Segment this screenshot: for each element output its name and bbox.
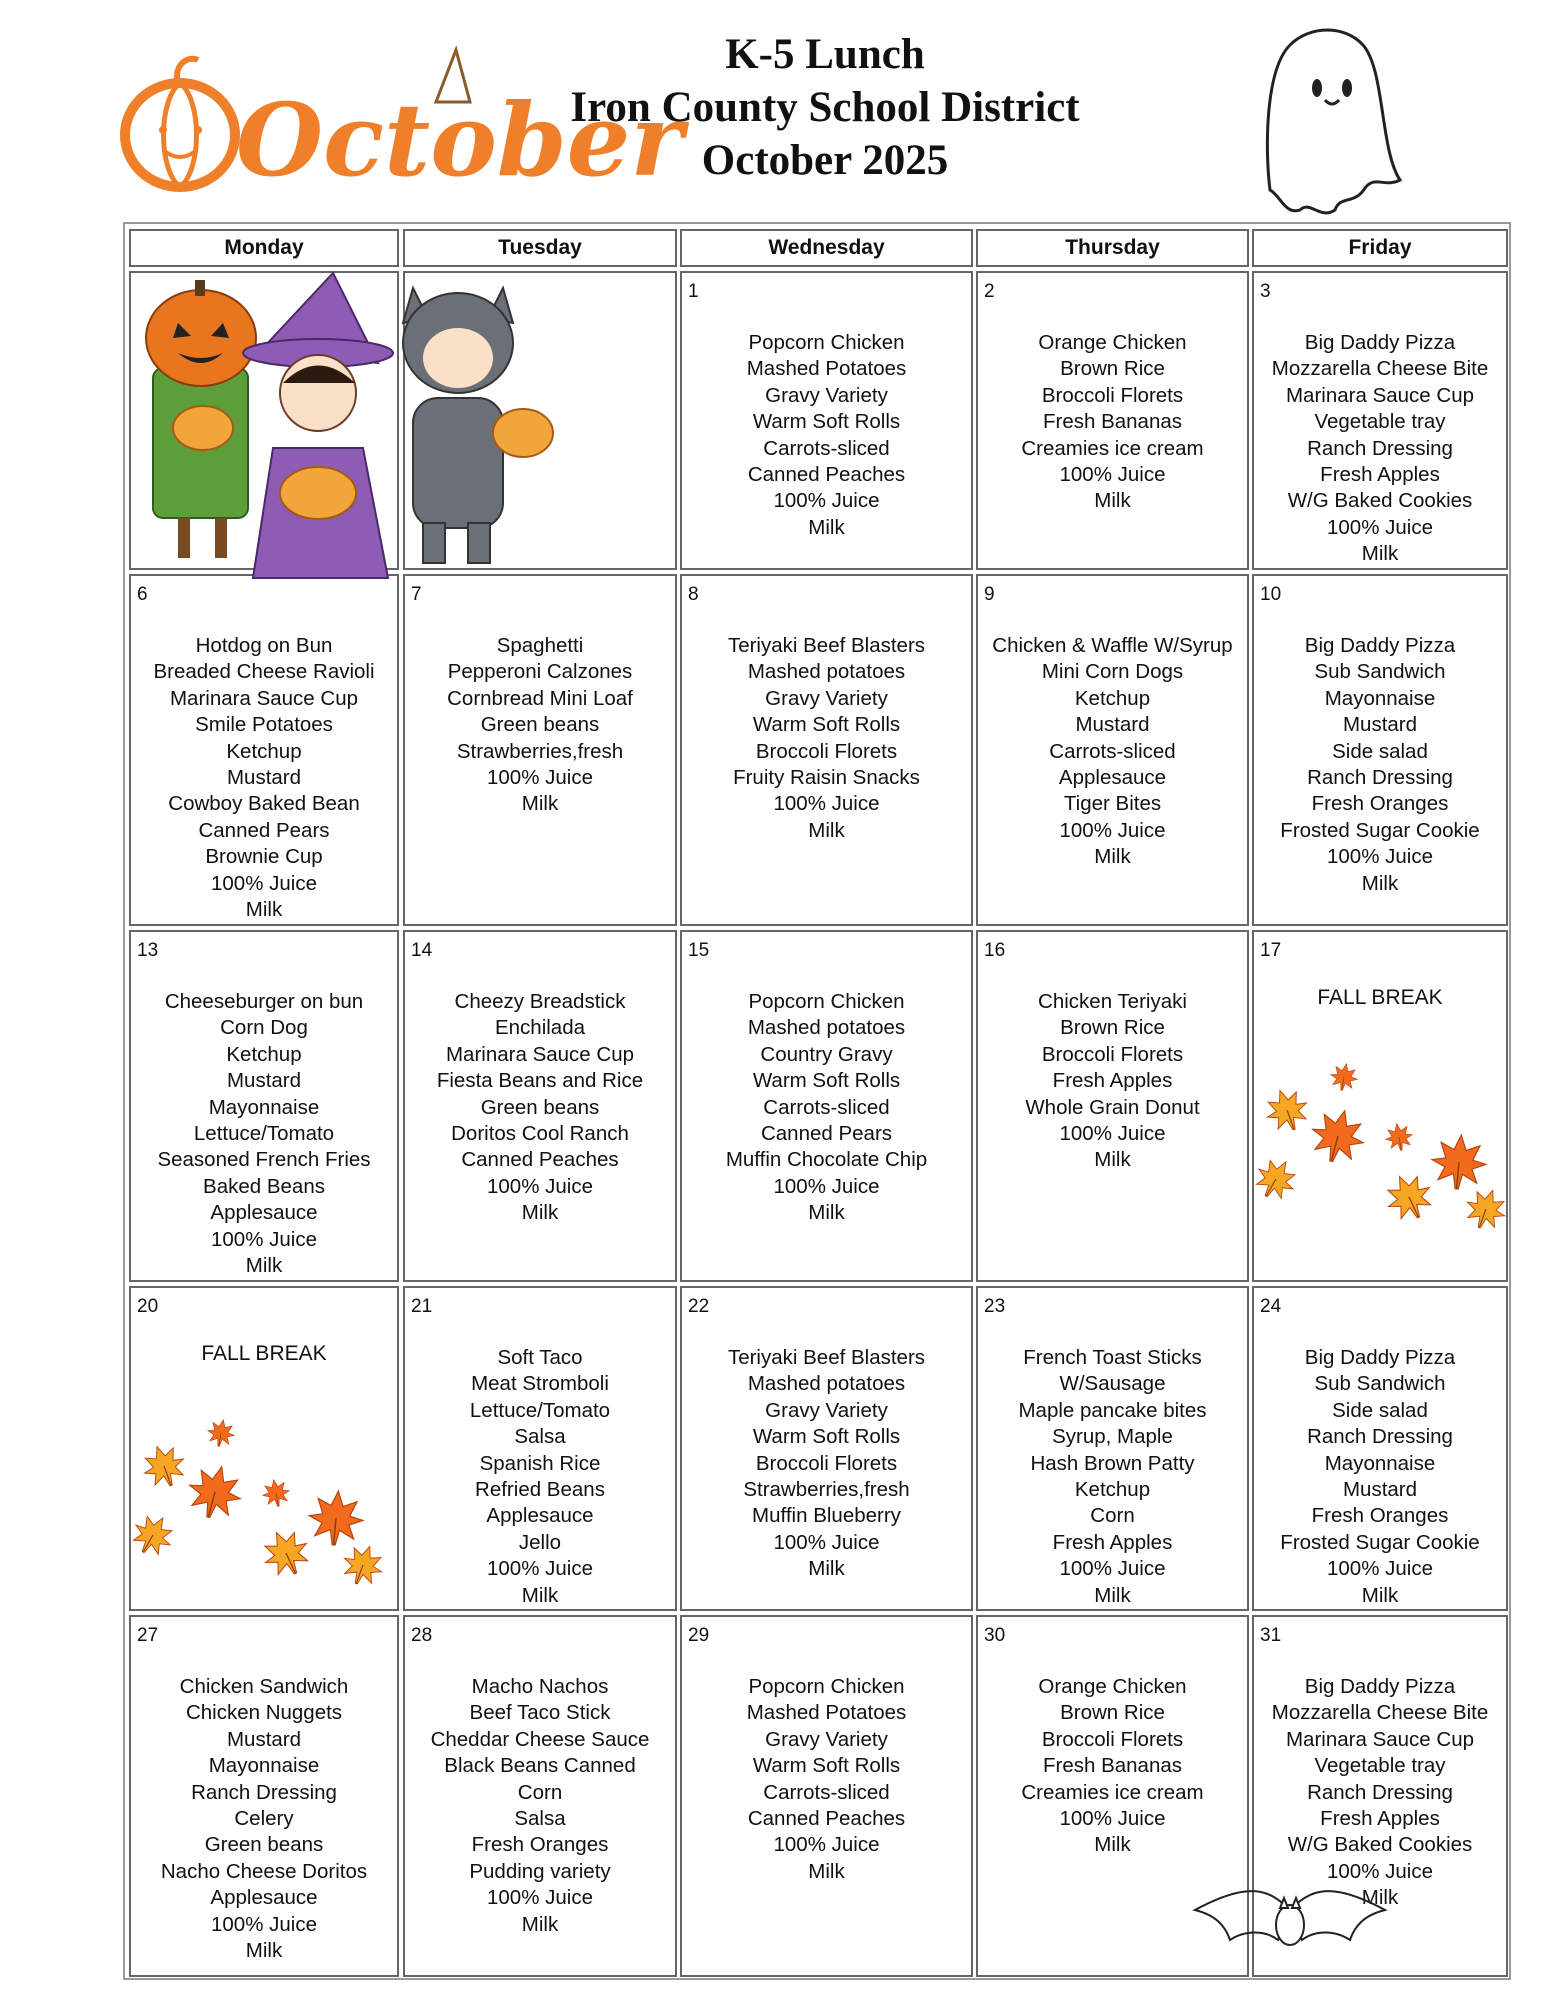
weekday-header-monday: Monday: [129, 229, 399, 267]
day-number: 24: [1260, 1296, 1282, 1317]
menu-item: Ranch Dressing: [1307, 766, 1453, 790]
day-number: 9: [984, 584, 995, 605]
menu-item: Cowboy Baked Bean: [168, 792, 360, 816]
cat-costume-kid: [403, 288, 553, 563]
menu-item: Gravy Variety: [765, 1398, 888, 1422]
menu-item: Mustard: [1075, 713, 1150, 737]
menu-item: 100% Juice: [773, 1530, 880, 1554]
menu-item: Milk: [521, 1201, 559, 1225]
menu-item: Chicken & Waffle W/Syrup: [992, 634, 1233, 657]
menu-item: Beef Taco Stick: [469, 1701, 611, 1725]
weekday-header-thursday: Thursday: [976, 229, 1249, 267]
menu-item: Milk: [1094, 489, 1131, 513]
menu-item: Broccoli Florets: [1041, 383, 1184, 407]
menu-item: W/Sausage: [1059, 1372, 1166, 1396]
menu-item: Applesauce: [486, 1504, 594, 1528]
menu-item: Warm Soft Rolls: [752, 713, 901, 737]
menu-item: 100% Juice: [1059, 1557, 1166, 1581]
day-number: 22: [688, 1296, 710, 1317]
menu-item: Cheeseburger on bun: [164, 990, 364, 1013]
day-number: 28: [411, 1625, 433, 1646]
day-number: 6: [137, 584, 148, 605]
day-cell-27: [129, 1615, 399, 1977]
witch-girl: [243, 273, 393, 578]
menu-item: Lettuce/Tomato: [193, 1122, 335, 1146]
menu-item: Popcorn Chicken: [748, 990, 905, 1013]
menu-item: Applesauce: [210, 1886, 318, 1910]
menu-item: Hotdog on Bun: [195, 634, 333, 657]
menu-item: Canned Pears: [198, 818, 330, 842]
menu-item: Milk: [1094, 1148, 1131, 1172]
menu-item: Mini Corn Dogs: [1041, 660, 1184, 684]
day-cell-16: [976, 930, 1249, 1282]
menu-item: Green beans: [480, 713, 600, 737]
menu-item: Ranch Dressing: [1307, 436, 1453, 460]
october-logo: [118, 40, 684, 200]
weekday-header-tuesday: Tuesday: [403, 229, 677, 267]
day-number: 29: [688, 1625, 710, 1646]
day-cell-24: [1252, 1286, 1508, 1611]
menu-item: Milk: [245, 1254, 283, 1278]
menu-item: Ranch Dressing: [1307, 1780, 1453, 1804]
menu-item: 100% Juice: [487, 1174, 593, 1198]
menu-item: Seasoned French Fries: [157, 1148, 371, 1172]
day-cell-22: [680, 1286, 973, 1611]
maple-leaf-icon: [204, 1416, 239, 1451]
menu-item: Mustard: [1342, 1478, 1418, 1502]
pumpkin-icon: [125, 59, 235, 187]
pumpkin-kid: [146, 280, 256, 558]
menu-item-list: [131, 633, 397, 923]
menu-item: Ketchup: [1074, 686, 1151, 710]
menu-item: Mayonnaise: [1324, 686, 1436, 710]
menu-item: Maple pancake bites: [1018, 1398, 1207, 1422]
menu-item: Refried Beans: [475, 1478, 605, 1502]
menu-item: Mashed potatoes: [747, 1016, 906, 1040]
menu-item: Hash Brown Patty: [1030, 1451, 1195, 1475]
menu-item: Fresh Apples: [1052, 1530, 1173, 1554]
day-number: 17: [1260, 940, 1282, 961]
menu-item: Brownie Cup: [205, 845, 323, 869]
menu-item: Warm Soft Rolls: [752, 1754, 901, 1778]
menu-item: Popcorn Chicken: [748, 331, 905, 354]
menu-item: Mustard: [226, 1727, 302, 1751]
menu-item: Milk: [1361, 871, 1399, 895]
menu-item-list: [131, 1674, 397, 1964]
day-number: 2: [984, 281, 995, 302]
menu-item: Teriyaki Beef Blasters: [727, 634, 926, 657]
menu-item-list: [405, 989, 675, 1227]
menu-item-list: [682, 989, 971, 1227]
maple-leaf-icon: [1382, 1120, 1417, 1155]
menu-item: French Toast Sticks: [1023, 1346, 1202, 1369]
day-cell-9: [976, 574, 1249, 926]
menu-item: W/G Baked Cookies: [1287, 1833, 1473, 1857]
menu-item: Milk: [1094, 845, 1131, 869]
menu-item: Corn Dog: [220, 1016, 308, 1040]
menu-item: Fresh Bananas: [1042, 410, 1183, 434]
menu-item: Celery: [234, 1807, 294, 1831]
menu-item: Broccoli Florets: [755, 739, 898, 763]
menu-item: Sub Sandwich: [1314, 660, 1446, 684]
menu-item: Canned Peaches: [747, 1807, 906, 1831]
fall-break-label: FALL BREAK: [1317, 986, 1443, 1009]
day-cell-6: [129, 574, 399, 926]
menu-item: Country Gravy: [760, 1042, 893, 1066]
menu-item: 100% Juice: [773, 792, 880, 816]
menu-item: Breaded Cheese Ravioli: [153, 660, 375, 684]
menu-item: Ranch Dressing: [191, 1780, 337, 1804]
menu-item: Syrup, Maple: [1052, 1425, 1173, 1449]
weekday-header-wednesday: Wednesday: [680, 229, 973, 267]
menu-item: Milk: [1361, 542, 1399, 566]
menu-item: Strawberries,fresh: [456, 739, 624, 763]
menu-item: Chicken Nuggets: [185, 1701, 343, 1725]
menu-item: Teriyaki Beef Blasters: [727, 1346, 926, 1369]
menu-item: Big Daddy Pizza: [1304, 331, 1456, 354]
menu-item: Fresh Oranges: [471, 1833, 609, 1857]
menu-item: Cheezy Breadstick: [454, 990, 626, 1013]
menu-item: Milk: [1361, 1886, 1399, 1910]
menu-item-list: [131, 989, 397, 1279]
menu-item: Gravy Variety: [765, 383, 888, 407]
menu-item: Fresh Apples: [1052, 1069, 1173, 1093]
day-number: 31: [1260, 1625, 1282, 1646]
menu-item: 100% Juice: [487, 766, 593, 790]
menu-item: Mustard: [1342, 713, 1418, 737]
bat-icon: [1190, 1870, 1390, 1960]
menu-item: Black Beans Canned: [444, 1754, 636, 1778]
day-number: 1: [688, 281, 699, 302]
menu-item: Popcorn Chicken: [748, 1675, 905, 1698]
maple-leaf-icon: [1302, 1100, 1373, 1171]
day-number: 7: [411, 584, 422, 605]
day-number: 15: [688, 940, 710, 961]
menu-item: Mashed Potatoes: [746, 1701, 907, 1725]
menu-item: Cheddar Cheese Sauce: [430, 1727, 650, 1751]
fall-break-label: FALL BREAK: [201, 1342, 327, 1365]
menu-item: Chicken Teriyaki: [1038, 990, 1187, 1013]
menu-item: Mozzarella Cheese Bite: [1271, 357, 1489, 381]
menu-item: Fresh Apples: [1320, 1807, 1440, 1831]
maple-leaf-icon: [135, 1437, 194, 1496]
menu-item: Carrots-sliced: [763, 1095, 890, 1119]
maple-leaf-icon: [259, 1476, 294, 1511]
day-number: 3: [1260, 281, 1271, 302]
maple-leaf-icon: [179, 1456, 250, 1527]
day-cell-13: [129, 930, 399, 1282]
menu-item: Carrots-sliced: [763, 1780, 890, 1804]
menu-item: Broccoli Florets: [1041, 1727, 1184, 1751]
day-number: 20: [137, 1296, 159, 1317]
day-cell-10: [1252, 574, 1508, 926]
menu-item: Milk: [1361, 1583, 1399, 1607]
menu-item: Warm Soft Rolls: [752, 410, 901, 434]
menu-item: Gravy Variety: [765, 1727, 888, 1751]
menu-item: Brown Rice: [1060, 357, 1165, 381]
menu-item-list: [1254, 633, 1506, 897]
menu-item: Soft Taco: [497, 1346, 583, 1369]
menu-item: Marinara Sauce Cup: [1285, 383, 1474, 407]
menu-item: Mustard: [226, 766, 302, 790]
menu-item: Strawberries,fresh: [743, 1478, 910, 1502]
menu-item: Big Daddy Pizza: [1304, 1346, 1456, 1369]
menu-item: Milk: [521, 1583, 559, 1607]
menu-item: 100% Juice: [1327, 1557, 1433, 1581]
menu-item: Marinara Sauce Cup: [1285, 1727, 1474, 1751]
menu-item: 100% Juice: [1059, 818, 1166, 842]
menu-item: Carrots-sliced: [1049, 739, 1176, 763]
menu-item: Creamies ice cream: [1021, 1780, 1204, 1804]
menu-item-list: [978, 989, 1247, 1174]
menu-item: Spaghetti: [496, 634, 584, 657]
menu-item: 100% Juice: [1327, 1859, 1433, 1883]
menu-item: 100% Juice: [1327, 845, 1433, 869]
menu-item-list: [682, 633, 971, 844]
menu-item: Gravy Variety: [765, 686, 888, 710]
menu-item: Ketchup: [226, 739, 302, 763]
menu-item: Marinara Sauce Cup: [169, 686, 358, 710]
menu-item-list: [682, 1674, 971, 1885]
menu-item: Mayonnaise: [208, 1754, 320, 1778]
menu-item: Mashed potatoes: [747, 1372, 906, 1396]
day-cell-20: [129, 1286, 399, 1611]
maple-leaf-icon: [123, 1505, 183, 1565]
day-cell-17: [1252, 930, 1508, 1282]
menu-item: Carrots-sliced: [763, 436, 890, 460]
menu-item: 100% Juice: [1059, 1122, 1166, 1146]
menu-item-list: [405, 633, 675, 818]
menu-item: Big Daddy Pizza: [1304, 1675, 1456, 1698]
menu-item: 100% Juice: [487, 1886, 593, 1910]
day-cell-14: [403, 930, 677, 1282]
menu-item: Pepperoni Calzones: [447, 660, 633, 684]
menu-item: Pudding variety: [469, 1859, 611, 1883]
ghost-icon: [1245, 10, 1405, 225]
day-cell-21: [403, 1286, 677, 1611]
menu-item: Canned Peaches: [747, 463, 906, 487]
weekday-header-friday: Friday: [1252, 229, 1508, 267]
menu-item: Vegetable tray: [1314, 410, 1446, 434]
day-number: 30: [984, 1625, 1006, 1646]
menu-item: Sub Sandwich: [1314, 1372, 1446, 1396]
menu-item: 100% Juice: [773, 1833, 880, 1857]
menu-item: Fruity Raisin Snacks: [733, 766, 920, 790]
day-cell-15: [680, 930, 973, 1282]
day-number: 14: [411, 940, 433, 961]
menu-item-list: [682, 330, 971, 541]
menu-item: Milk: [245, 1939, 283, 1963]
menu-item: Warm Soft Rolls: [752, 1425, 901, 1449]
menu-item: Frosted Sugar Cookie: [1280, 818, 1480, 842]
menu-item: Big Daddy Pizza: [1304, 634, 1456, 657]
day-number: 10: [1260, 584, 1282, 605]
menu-item: Vegetable tray: [1314, 1754, 1446, 1778]
menu-item-list: [1254, 1345, 1506, 1609]
menu-item: Corn: [517, 1780, 563, 1804]
menu-item: Salsa: [514, 1807, 566, 1831]
menu-item: 100% Juice: [1327, 515, 1433, 539]
menu-item-list: [978, 1674, 1247, 1859]
day-cell-1: [680, 271, 973, 570]
menu-item: Milk: [245, 898, 283, 922]
menu-item: Jello: [518, 1530, 562, 1554]
menu-item: Ketchup: [226, 1042, 302, 1066]
day-number: 21: [411, 1296, 433, 1317]
menu-item: Ketchup: [1074, 1478, 1151, 1502]
menu-item: Corn: [1090, 1504, 1135, 1528]
menu-item: Milk: [808, 818, 845, 842]
day-cell-2: [976, 271, 1249, 570]
menu-item: Milk: [521, 1912, 559, 1936]
menu-item: Side salad: [1332, 739, 1428, 763]
menu-item: Applesauce: [1058, 766, 1167, 790]
day-number: 13: [137, 940, 159, 961]
title-line-3: October 2025: [701, 137, 949, 184]
menu-item-list: [405, 1674, 675, 1938]
maple-leaf-icon: [1246, 1149, 1306, 1209]
day-cell-29: [680, 1615, 973, 1977]
menu-item-list: [1254, 330, 1506, 568]
menu-item: Milk: [808, 515, 845, 539]
maple-leaf-icon: [1327, 1060, 1362, 1095]
menu-item: Milk: [808, 1557, 845, 1581]
title-line-2: Iron County School District: [570, 84, 1080, 131]
menu-item: 100% Juice: [773, 1174, 880, 1198]
menu-item: Milk: [1094, 1583, 1131, 1607]
menu-item: Mayonnaise: [208, 1095, 320, 1119]
menu-item: Milk: [521, 792, 559, 816]
menu-item: 100% Juice: [211, 1227, 317, 1251]
menu-item: Fresh Oranges: [1311, 1504, 1449, 1528]
day-number: 16: [984, 940, 1006, 961]
menu-item-list: [405, 1345, 675, 1609]
menu-item: 100% Juice: [211, 871, 317, 895]
menu-item: Spanish Rice: [479, 1451, 601, 1475]
menu-item: Frosted Sugar Cookie: [1280, 1530, 1480, 1554]
menu-item: Enchilada: [494, 1016, 586, 1040]
menu-item: Nacho Cheese Doritos: [160, 1859, 368, 1883]
menu-item: Tiger Bites: [1063, 792, 1162, 816]
menu-item: Whole Grain Donut: [1025, 1095, 1200, 1119]
day-cell-7: [403, 574, 677, 926]
menu-item: Milk: [1094, 1833, 1131, 1857]
menu-item: Green beans: [204, 1833, 324, 1857]
menu-item: Brown Rice: [1060, 1701, 1165, 1725]
menu-item: Creamies ice cream: [1021, 436, 1204, 460]
menu-item: Mashed potatoes: [747, 660, 906, 684]
menu-item: Fresh Apples: [1320, 463, 1440, 487]
day-cell-23: [976, 1286, 1249, 1611]
menu-item: Meat Stromboli: [471, 1372, 609, 1396]
day-cell-8: [680, 574, 973, 926]
menu-item: Smile Potatoes: [195, 713, 333, 737]
menu-item: Baked Beans: [203, 1174, 325, 1198]
menu-item-list: [682, 1345, 971, 1583]
menu-item: W/G Baked Cookies: [1287, 489, 1473, 513]
menu-item: Mustard: [226, 1069, 302, 1093]
menu-item: Mashed Potatoes: [746, 357, 907, 381]
menu-item: 100% Juice: [1059, 463, 1166, 487]
maple-leaf-icon: [1258, 1081, 1317, 1140]
menu-item: Fresh Bananas: [1042, 1754, 1183, 1778]
menu-item: Mayonnaise: [1324, 1451, 1436, 1475]
menu-item: Macho Nachos: [471, 1675, 609, 1698]
menu-item: Green beans: [480, 1095, 600, 1119]
menu-item: Canned Peaches: [461, 1148, 619, 1172]
day-number: 23: [984, 1296, 1006, 1317]
halloween-kids-illustration: [123, 268, 588, 588]
logo-text: October: [236, 81, 684, 199]
menu-item-list: [978, 330, 1247, 515]
day-cell-3: [1252, 271, 1508, 570]
menu-item: Salsa: [514, 1425, 566, 1449]
menu-item-list: [978, 1345, 1247, 1609]
menu-item: Marinara Sauce Cup: [445, 1042, 634, 1066]
menu-item: Warm Soft Rolls: [752, 1069, 901, 1093]
menu-item: Milk: [808, 1201, 845, 1225]
menu-item: Cornbread Mini Loaf: [447, 686, 633, 710]
menu-item: Applesauce: [210, 1201, 318, 1225]
menu-item-list: [978, 633, 1247, 871]
day-number: 27: [137, 1625, 159, 1646]
menu-item: Mozzarella Cheese Bite: [1271, 1701, 1489, 1725]
menu-item: Broccoli Florets: [755, 1451, 898, 1475]
menu-item: Lettuce/Tomato: [469, 1398, 611, 1422]
menu-item: Doritos Cool Ranch: [451, 1122, 629, 1146]
menu-item: Fresh Oranges: [1311, 792, 1449, 816]
day-cell-28: [403, 1615, 677, 1977]
menu-item: 100% Juice: [487, 1557, 593, 1581]
menu-item: Broccoli Florets: [1041, 1042, 1184, 1066]
menu-item: 100% Juice: [773, 489, 880, 513]
menu-item: Canned Pears: [760, 1122, 893, 1146]
menu-item: 100% Juice: [1059, 1807, 1166, 1831]
menu-item: Side salad: [1332, 1398, 1428, 1422]
menu-item: Brown Rice: [1060, 1016, 1165, 1040]
menu-item: Muffin Blueberry: [752, 1504, 901, 1528]
menu-item: Chicken Sandwich: [179, 1675, 349, 1698]
menu-item: Ranch Dressing: [1307, 1425, 1453, 1449]
page-title: [520, 28, 1130, 187]
title-line-1: K-5 Lunch: [725, 31, 925, 78]
menu-item: Orange Chicken: [1038, 331, 1187, 354]
weekday-header-row: [125, 224, 1509, 269]
menu-item: Milk: [808, 1859, 845, 1883]
day-number: 8: [688, 584, 699, 605]
menu-item: Orange Chicken: [1038, 1675, 1187, 1698]
menu-item: Fiesta Beans and Rice: [436, 1069, 644, 1093]
menu-item: 100% Juice: [211, 1912, 317, 1936]
menu-item: Muffin Chocolate Chip: [725, 1148, 928, 1172]
